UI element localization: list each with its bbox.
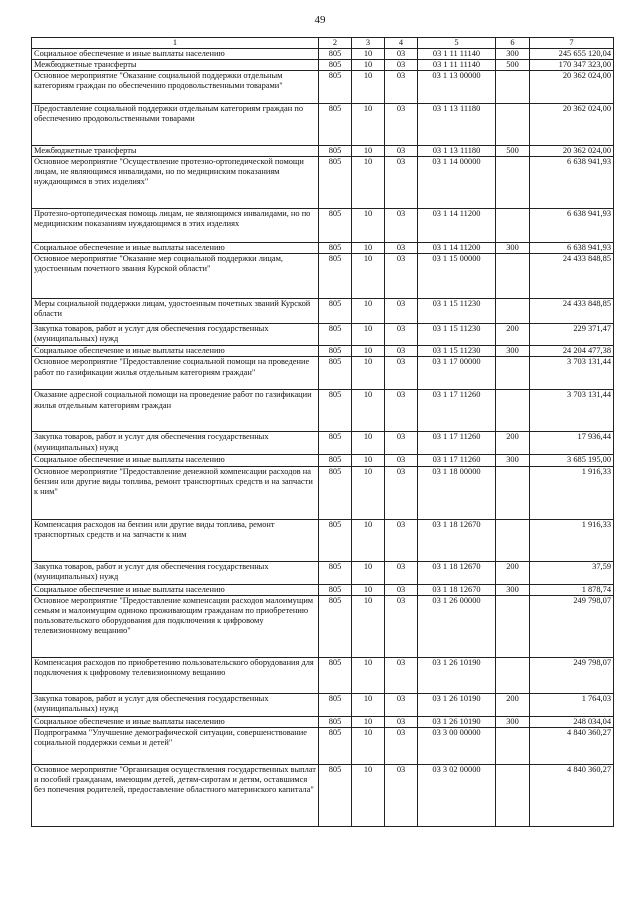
expense-type-cell: 200 [496, 693, 530, 716]
target-article-cell: 03 1 14 11200 [418, 243, 496, 254]
expense-type-cell: 300 [496, 716, 530, 727]
subsection-cell: 03 [385, 243, 418, 254]
amount-cell: 1 916,33 [530, 519, 614, 561]
table-row [32, 727, 614, 764]
target-article-cell: 03 1 13 00000 [418, 71, 496, 104]
ministry-code-cell: 805 [319, 727, 352, 764]
ministry-code-cell: 805 [319, 584, 352, 595]
ministry-code-cell: 805 [319, 146, 352, 157]
expense-type-cell [496, 519, 530, 561]
table-row [32, 584, 614, 595]
subsection-cell: 03 [385, 104, 418, 146]
amount-cell: 3 703 131,44 [530, 390, 614, 432]
item-name-cell: Социальное обеспечение и иные выплаты населению [32, 346, 319, 357]
table-row [32, 254, 614, 299]
section-cell: 10 [352, 346, 385, 357]
subsection-cell: 03 [385, 71, 418, 104]
ministry-code-cell: 805 [319, 104, 352, 146]
target-article-cell: 03 1 17 11260 [418, 390, 496, 432]
expense-type-cell: 300 [496, 455, 530, 466]
section-cell: 10 [352, 432, 385, 455]
section-cell: 10 [352, 324, 385, 346]
subsection-cell: 03 [385, 716, 418, 727]
ministry-code-cell: 805 [319, 390, 352, 432]
subsection-cell: 03 [385, 299, 418, 324]
target-article-cell: 03 1 17 00000 [418, 357, 496, 390]
subsection-cell: 03 [385, 455, 418, 466]
amount-cell: 170 347 323,00 [530, 60, 614, 71]
item-name-cell: Протезно-ортопедическая помощь лицам, не являющимся инвалидами, но по медицинским показаниям нуждающимся в этих изделиях [32, 209, 319, 243]
header-cell: 1 [32, 38, 319, 49]
target-article-cell: 03 1 17 11260 [418, 455, 496, 466]
item-name-cell: Предоставление социальной поддержки отдельным категориям граждан по обеспечению продовольственными товарами [32, 104, 319, 146]
item-name-cell: Социальное обеспечение и иные выплаты населению [32, 49, 319, 60]
target-article-cell: 03 1 15 11230 [418, 299, 496, 324]
table-row [32, 455, 614, 466]
header-cell: 7 [530, 38, 614, 49]
table-row [32, 157, 614, 209]
section-cell: 10 [352, 71, 385, 104]
expense-type-cell [496, 390, 530, 432]
header-cell: 3 [352, 38, 385, 49]
target-article-cell: 03 1 26 10190 [418, 693, 496, 716]
section-cell: 10 [352, 146, 385, 157]
section-cell: 10 [352, 390, 385, 432]
ministry-code-cell: 805 [319, 49, 352, 60]
ministry-code-cell: 805 [319, 71, 352, 104]
amount-cell: 1 878,74 [530, 584, 614, 595]
item-name-cell: Основное мероприятие "Организация осуществления государственных выплат и пособий гражданам, имеющим детей, детям-сиротам и детям, оставшимся без попечения родителей, предоставление областного материнского капитала" [32, 764, 319, 826]
subsection-cell: 03 [385, 324, 418, 346]
table-row [32, 243, 614, 254]
table-row [32, 390, 614, 432]
subsection-cell: 03 [385, 254, 418, 299]
amount-cell: 229 371,47 [530, 324, 614, 346]
amount-cell: 249 798,07 [530, 657, 614, 693]
expense-type-cell [496, 71, 530, 104]
table-row [32, 657, 614, 693]
target-article-cell: 03 1 11 11140 [418, 49, 496, 60]
item-name-cell: Компенсация расходов на бензин или другие виды топлива, ремонт транспортных средств и на запчасти к ним [32, 519, 319, 561]
ministry-code-cell: 805 [319, 346, 352, 357]
amount-cell: 20 362 024,00 [530, 146, 614, 157]
item-name-cell: Компенсация расходов по приобретению пользовательского оборудования для подключения к цифровому телевизионному вещанию [32, 657, 319, 693]
item-name-cell: Социальное обеспечение и иные выплаты населению [32, 243, 319, 254]
amount-cell: 24 204 477,38 [530, 346, 614, 357]
section-cell: 10 [352, 584, 385, 595]
expense-type-cell: 300 [496, 584, 530, 595]
ministry-code-cell: 805 [319, 561, 352, 584]
expense-type-cell [496, 254, 530, 299]
subsection-cell: 03 [385, 764, 418, 826]
amount-cell: 1 916,33 [530, 466, 614, 519]
amount-cell: 6 638 941,93 [530, 209, 614, 243]
section-cell: 10 [352, 561, 385, 584]
subsection-cell: 03 [385, 519, 418, 561]
section-cell: 10 [352, 693, 385, 716]
header-row [32, 38, 614, 49]
target-article-cell: 03 1 14 11200 [418, 209, 496, 243]
ministry-code-cell: 805 [319, 519, 352, 561]
section-cell: 10 [352, 60, 385, 71]
item-name-cell: Закупка товаров, работ и услуг для обеспечения государственных (муниципальных) нужд [32, 693, 319, 716]
amount-cell: 6 638 941,93 [530, 243, 614, 254]
section-cell: 10 [352, 357, 385, 390]
expense-type-cell: 300 [496, 346, 530, 357]
expense-type-cell: 200 [496, 324, 530, 346]
item-name-cell: Основное мероприятие "Оказание мер социальной поддержки лицам, удостоенным почетного звания Курской области" [32, 254, 319, 299]
amount-cell: 17 936,44 [530, 432, 614, 455]
expense-type-cell: 200 [496, 432, 530, 455]
item-name-cell: Социальное обеспечение и иные выплаты населению [32, 716, 319, 727]
table-row [32, 595, 614, 657]
expense-type-cell [496, 764, 530, 826]
section-cell: 10 [352, 716, 385, 727]
target-article-cell: 03 1 15 00000 [418, 254, 496, 299]
subsection-cell: 03 [385, 357, 418, 390]
item-name-cell: Закупка товаров, работ и услуг для обеспечения государственных (муниципальных) нужд [32, 561, 319, 584]
section-cell: 10 [352, 519, 385, 561]
ministry-code-cell: 805 [319, 657, 352, 693]
section-cell: 10 [352, 299, 385, 324]
section-cell: 10 [352, 243, 385, 254]
table-row [32, 432, 614, 455]
subsection-cell: 03 [385, 561, 418, 584]
subsection-cell: 03 [385, 60, 418, 71]
amount-cell: 248 034,04 [530, 716, 614, 727]
table-row [32, 209, 614, 243]
target-article-cell: 03 1 26 10190 [418, 716, 496, 727]
item-name-cell: Социальное обеспечение и иные выплаты населению [32, 455, 319, 466]
item-name-cell: Меры социальной поддержки лицам, удостоенным почетных званий Курской области [32, 299, 319, 324]
page-number: 49 [314, 14, 326, 26]
amount-cell: 245 655 120,04 [530, 49, 614, 60]
expense-type-cell [496, 727, 530, 764]
header-cell: 5 [418, 38, 496, 49]
section-cell: 10 [352, 657, 385, 693]
section-cell: 10 [352, 209, 385, 243]
ministry-code-cell: 805 [319, 595, 352, 657]
table-row [32, 357, 614, 390]
item-name-cell: Основное мероприятие "Предоставление социальной помощи на проведение работ по газификации жилья отдельным категориям граждан" [32, 357, 319, 390]
subsection-cell: 03 [385, 209, 418, 243]
ministry-code-cell: 805 [319, 299, 352, 324]
target-article-cell: 03 1 11 11140 [418, 60, 496, 71]
section-cell: 10 [352, 595, 385, 657]
expense-type-cell [496, 299, 530, 324]
item-name-cell: Социальное обеспечение и иные выплаты населению [32, 584, 319, 595]
item-name-cell: Основное мероприятие "Оказание социальной поддержки отдельным категориям граждан по обеспечению продовольственными товарами" [32, 71, 319, 104]
target-article-cell: 03 1 14 00000 [418, 157, 496, 209]
subsection-cell: 03 [385, 727, 418, 764]
ministry-code-cell: 805 [319, 324, 352, 346]
target-article-cell: 03 1 13 11180 [418, 146, 496, 157]
table-row [32, 466, 614, 519]
target-article-cell: 03 1 18 12670 [418, 519, 496, 561]
header-cell: 6 [496, 38, 530, 49]
budget-table [31, 37, 614, 827]
ministry-code-cell: 805 [319, 455, 352, 466]
table-row [32, 324, 614, 346]
amount-cell: 6 638 941,93 [530, 157, 614, 209]
subsection-cell: 03 [385, 584, 418, 595]
amount-cell: 249 798,07 [530, 595, 614, 657]
amount-cell: 1 764,03 [530, 693, 614, 716]
table-row [32, 104, 614, 146]
ministry-code-cell: 805 [319, 209, 352, 243]
subsection-cell: 03 [385, 432, 418, 455]
expense-type-cell [496, 357, 530, 390]
ministry-code-cell: 805 [319, 157, 352, 209]
table-row [32, 146, 614, 157]
subsection-cell: 03 [385, 49, 418, 60]
table-row [32, 346, 614, 357]
item-name-cell: Закупка товаров, работ и услуг для обеспечения государственных (муниципальных) нужд [32, 324, 319, 346]
item-name-cell: Межбюджетные трансферты [32, 60, 319, 71]
subsection-cell: 03 [385, 157, 418, 209]
section-cell: 10 [352, 157, 385, 209]
target-article-cell: 03 1 17 11260 [418, 432, 496, 455]
subsection-cell: 03 [385, 346, 418, 357]
amount-cell: 37,59 [530, 561, 614, 584]
item-name-cell: Основное мероприятие "Предоставление компенсации расходов малоимущим семьям и малоимущим одиноко проживающим гражданам по приобретению пользовательского оборудования для подключения к цифровому телевизионному вещанию" [32, 595, 319, 657]
amount-cell: 20 362 024,00 [530, 104, 614, 146]
section-cell: 10 [352, 455, 385, 466]
table-row [32, 60, 614, 71]
ministry-code-cell: 805 [319, 466, 352, 519]
item-name-cell: Основное мероприятие "Предоставление денежной компенсации расходов на бензин или другие виды топлива, ремонт транспортных средств и на запчасти к ним" [32, 466, 319, 519]
ministry-code-cell: 805 [319, 716, 352, 727]
expense-type-cell [496, 595, 530, 657]
section-cell: 10 [352, 104, 385, 146]
table-row [32, 519, 614, 561]
item-name-cell: Закупка товаров, работ и услуг для обеспечения государственных (муниципальных) нужд [32, 432, 319, 455]
target-article-cell: 03 3 00 00000 [418, 727, 496, 764]
item-name-cell: Основное мероприятие "Осуществление протезно-ортопедической помощи лицам, не являющимся инвалидами, но по медицинским показаниям нуждающимся в этих изделиях" [32, 157, 319, 209]
item-name-cell: Оказание адресной социальной помощи на проведение работ по газификации жилья отдельным категориям граждан [32, 390, 319, 432]
table-row [32, 561, 614, 584]
ministry-code-cell: 805 [319, 693, 352, 716]
expense-type-cell [496, 104, 530, 146]
amount-cell: 24 433 848,85 [530, 254, 614, 299]
expense-type-cell: 500 [496, 60, 530, 71]
section-cell: 10 [352, 764, 385, 826]
section-cell: 10 [352, 254, 385, 299]
subsection-cell: 03 [385, 146, 418, 157]
expense-type-cell: 500 [496, 146, 530, 157]
expense-type-cell [496, 157, 530, 209]
ministry-code-cell: 805 [319, 764, 352, 826]
target-article-cell: 03 1 18 12670 [418, 584, 496, 595]
expense-type-cell [496, 466, 530, 519]
expense-type-cell: 300 [496, 49, 530, 60]
amount-cell: 24 433 848,85 [530, 299, 614, 324]
table-row [32, 716, 614, 727]
table-row [32, 764, 614, 826]
expense-type-cell: 300 [496, 243, 530, 254]
expense-type-cell [496, 657, 530, 693]
table-row [32, 71, 614, 104]
subsection-cell: 03 [385, 595, 418, 657]
section-cell: 10 [352, 727, 385, 764]
target-article-cell: 03 1 26 10190 [418, 657, 496, 693]
ministry-code-cell: 805 [319, 243, 352, 254]
amount-cell: 3 703 131,44 [530, 357, 614, 390]
section-cell: 10 [352, 49, 385, 60]
ministry-code-cell: 805 [319, 60, 352, 71]
amount-cell: 4 840 360,27 [530, 764, 614, 826]
subsection-cell: 03 [385, 466, 418, 519]
expense-type-cell: 200 [496, 561, 530, 584]
expense-type-cell [496, 209, 530, 243]
item-name-cell: Подпрограмма "Улучшение демографической ситуации, совершенствование социальной поддержки семьи и детей" [32, 727, 319, 764]
target-article-cell: 03 1 18 12670 [418, 561, 496, 584]
subsection-cell: 03 [385, 693, 418, 716]
table-row [32, 693, 614, 716]
target-article-cell: 03 1 15 11230 [418, 346, 496, 357]
item-name-cell: Межбюджетные трансферты [32, 146, 319, 157]
table-row [32, 299, 614, 324]
target-article-cell: 03 1 18 00000 [418, 466, 496, 519]
amount-cell: 4 840 360,27 [530, 727, 614, 764]
ministry-code-cell: 805 [319, 254, 352, 299]
header-cell: 4 [385, 38, 418, 49]
target-article-cell: 03 3 02 00000 [418, 764, 496, 826]
section-cell: 10 [352, 466, 385, 519]
ministry-code-cell: 805 [319, 357, 352, 390]
target-article-cell: 03 1 26 00000 [418, 595, 496, 657]
amount-cell: 20 362 024,00 [530, 71, 614, 104]
subsection-cell: 03 [385, 657, 418, 693]
ministry-code-cell: 805 [319, 432, 352, 455]
table-row [32, 49, 614, 60]
amount-cell: 3 685 195,00 [530, 455, 614, 466]
target-article-cell: 03 1 13 11180 [418, 104, 496, 146]
subsection-cell: 03 [385, 390, 418, 432]
header-cell: 2 [319, 38, 352, 49]
target-article-cell: 03 1 15 11230 [418, 324, 496, 346]
